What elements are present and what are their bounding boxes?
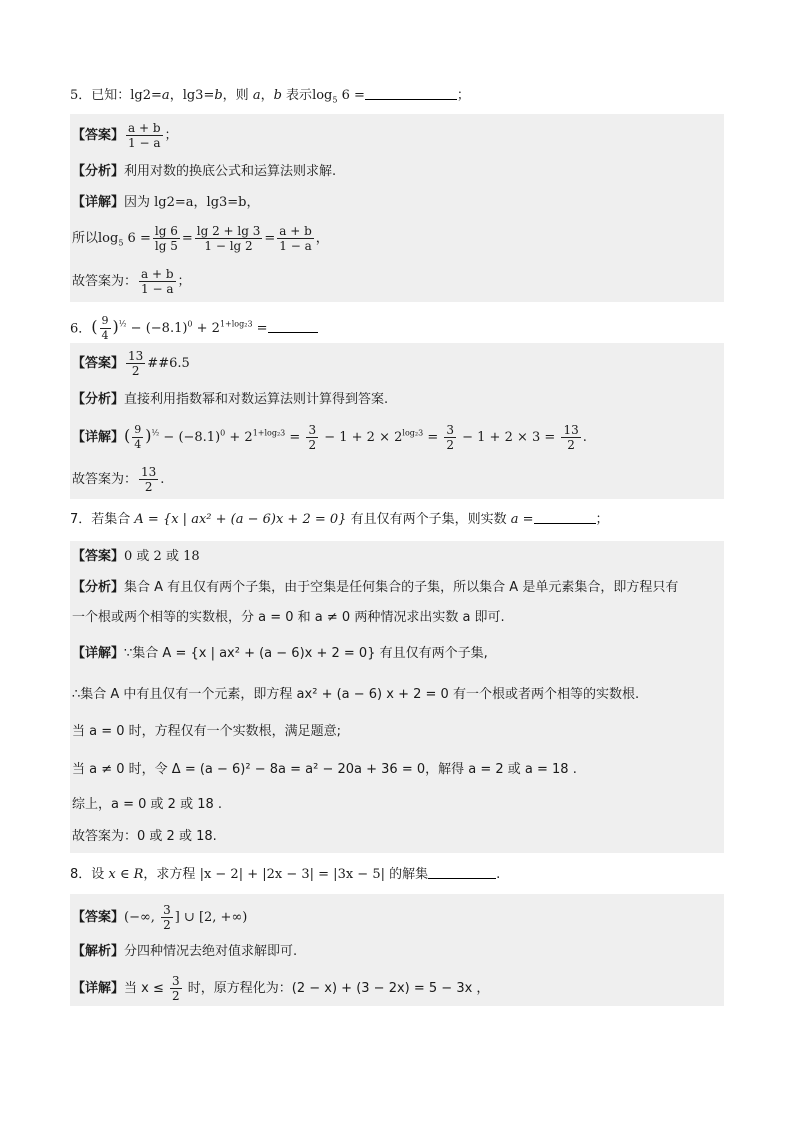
q6-final-row xyxy=(72,465,164,494)
fraction-denominator: 2 xyxy=(144,480,153,494)
fraction xyxy=(139,267,176,296)
answer-blank[interactable] xyxy=(534,509,596,524)
answer-blank[interactable] xyxy=(428,864,496,879)
answer-tag: 【答案】 xyxy=(72,910,125,925)
q8-cond: x ∈ R xyxy=(108,867,144,882)
detail-text: 时，原方程化为：(2 − x) + (3 − 2x) = 5 − 3x ， xyxy=(183,981,490,996)
final-end: ； xyxy=(177,274,191,289)
question-6-stem xyxy=(70,312,724,343)
q7-detail-row xyxy=(72,644,488,664)
detail-text: ∵集合 A = {x | ax² + (a − 6)x + 2 = 0} 有且仅有两个子集, xyxy=(124,646,488,661)
q5-detail-row xyxy=(72,193,260,213)
detail-text: 当 a = 0 时，方程仅有一个实数根，满足题意; xyxy=(72,724,342,739)
question-8-stem xyxy=(70,862,724,888)
fraction-numerator: 13 xyxy=(128,349,144,363)
analysis-tag: 【解析】 xyxy=(72,944,125,959)
answer-tag: 【答案】 xyxy=(72,356,125,371)
detail-tag: 【详解】 xyxy=(72,646,125,661)
analysis-tag: 【分析】 xyxy=(72,392,125,407)
q7-stem-text: 7．若集合 xyxy=(70,512,135,527)
q5-stem-mid4: 表示 xyxy=(281,88,313,103)
fraction xyxy=(126,349,145,378)
answer-text: 0 或 2 或 18 xyxy=(124,549,200,564)
q7-detail-row-3 xyxy=(72,722,341,742)
fraction xyxy=(139,465,158,494)
fraction-denominator: 2 xyxy=(131,364,140,378)
answer-blank[interactable] xyxy=(365,85,457,100)
q5-expr: log xyxy=(312,88,333,103)
q5-var-b2: b xyxy=(273,88,282,103)
question-8-solution-box xyxy=(70,894,724,1006)
detail-text: ∴集合 A 中有且仅有一个元素，即方程 ax² + (a − 6) x + 2 = 0 有一个根或者两个相等的实数根. xyxy=(72,687,640,702)
q5-stem-mid: ，lg3= xyxy=(169,88,215,103)
q7-detail-row-5 xyxy=(72,795,222,815)
q8-equation: |x − 2| + |2x − 3| = |3x − 5| xyxy=(199,867,385,882)
q7-detail-row-2 xyxy=(72,685,639,705)
q6-answer-tail: ##6.5 xyxy=(147,356,190,371)
fraction-numerator: a + b xyxy=(279,224,312,238)
q5-final-row xyxy=(72,267,191,296)
q8-answer-row xyxy=(72,903,247,932)
fraction-denominator: 1 − a xyxy=(128,136,161,150)
q5-log-expr: $\log_5 6$ = xyxy=(98,231,151,248)
analysis-text: 一个根或两个相等的实数根，分 a = 0 和 a ≠ 0 两种情况求出实数 a 即可. xyxy=(72,610,505,625)
q5-expr-tail: 6 = xyxy=(337,88,365,103)
analysis-text: 分四种情况去绝对值求解即可. xyxy=(124,944,298,959)
question-5-stem xyxy=(70,83,724,109)
q8-stem-text: 8．设 xyxy=(70,867,109,882)
q5-answer-fraction xyxy=(126,121,163,150)
fraction-denominator: 1 − a xyxy=(141,282,174,296)
q8-detail-row xyxy=(72,974,489,1003)
q7-answer-row xyxy=(72,547,200,567)
q7-analysis-row xyxy=(72,578,678,598)
q8-stem-tail: 的解集 xyxy=(384,867,429,882)
q8-stem-end: . xyxy=(496,867,501,882)
q5-answer-end: ； xyxy=(164,128,178,143)
q7-final-row xyxy=(72,827,217,847)
q5-analysis-row xyxy=(72,162,336,182)
fraction-numerator: a + b xyxy=(141,267,174,281)
q8-analysis-row xyxy=(72,942,297,962)
q5-stem-mid3: ， xyxy=(260,88,274,103)
q7-set: A = {x | ax² + (a − 6)x + 2 = 0} xyxy=(134,512,347,527)
q6-answer-row xyxy=(72,349,190,378)
fraction-numerator: lg 2 + lg 3 xyxy=(196,224,261,238)
answer-blank[interactable] xyxy=(268,318,318,333)
analysis-text: 直接利用指数幂和对数运算法则计算得到答案. xyxy=(124,392,389,407)
fraction xyxy=(161,903,173,932)
fraction-numerator: 3 xyxy=(172,974,180,988)
fraction-denominator: 2 xyxy=(172,989,180,1003)
fraction xyxy=(170,974,182,1003)
detail-tag: 【详解】 xyxy=(72,981,125,996)
analysis-tag: 【分析】 xyxy=(72,580,125,595)
q5-answer-row xyxy=(72,121,178,150)
detail-text: 综上，a = 0 或 2 或 18 . xyxy=(72,797,223,812)
q7-detail-row-4 xyxy=(72,760,577,780)
final-prefix: 故答案为： xyxy=(72,472,138,487)
answer-tag: 【答案】 xyxy=(72,549,125,564)
analysis-tag: 【分析】 xyxy=(72,164,125,179)
analysis-text: 利用对数的换底公式和运算法则求解. xyxy=(124,164,337,179)
q5-stem-end: ； xyxy=(456,88,470,103)
q5-var-a: a xyxy=(161,88,170,103)
q5-var-a2: a xyxy=(252,88,261,103)
q8-answer-pre: (−∞, xyxy=(124,910,160,925)
final-text: 故答案为：0 或 2 或 18. xyxy=(72,829,217,844)
fraction-denominator: 2 xyxy=(163,918,171,932)
q7-stem-mid: 有且仅有两个子集，则实数 xyxy=(346,512,511,527)
fraction-denominator: 1 − a xyxy=(279,239,312,253)
q7-var: a xyxy=(510,512,519,527)
fraction xyxy=(277,224,314,253)
question-7-stem xyxy=(70,507,724,533)
fraction xyxy=(195,224,263,253)
answer-tag: 【答案】 xyxy=(72,128,125,143)
question-5-solution-box xyxy=(70,114,724,302)
detail-tag: 【详解】 xyxy=(72,430,125,445)
detail-text: 所以 xyxy=(72,231,99,246)
q5-expr-sub: 5 xyxy=(332,95,338,105)
q6-expression: ( $\frac{9}{4}$ )$^{\frac{1}{2}} - (-8.1)^0 + 2^{1+log_23}$ = xyxy=(91,314,268,343)
q6-analysis-row xyxy=(72,390,388,410)
question-6-solution-box xyxy=(70,343,724,499)
fraction-numerator: 13 xyxy=(141,465,157,479)
q6-detail-expression: ( $\frac{9}{4}$ )$^{\frac{1}{2}} - (-8.1)^0 + 2^{1+log_23}$ = $\frac{3}{2}$ − $1 + 2 \times 2^{log_23}$ = $\frac{3}{2}$ − 1 + 2 × 3 = $\frac{13}{2}$ . xyxy=(124,423,587,452)
q7-eq: = xyxy=(518,512,534,527)
detail-text: 当 a ≠ 0 时，令 Δ = (a − 6)² − 8a = a² − 20a + 36 = 0，解得 a = 2 或 a = 18 . xyxy=(72,762,577,777)
q5-detail-row-2: 所以$\log_5 6$ = $\frac{\lg 6}{\lg 5}$ = $\frac{\lg 2 + \lg 3}{1 - \lg 2}$ = $\frac{a + b}{1 - a}$ ， xyxy=(72,224,329,253)
detail-text: 当 x ≤ xyxy=(124,981,168,996)
fraction xyxy=(153,224,180,253)
q8-stem-mid: ，求方程 xyxy=(143,867,200,882)
q7-stem-end: ； xyxy=(595,512,609,527)
q8-answer-post: ] ∪ [2, +∞) xyxy=(174,910,248,925)
fraction-numerator: lg 6 xyxy=(154,224,178,238)
analysis-text: 集合 A 有且仅有两个子集，由于空集是任何集合的子集，所以集合 A 是单元素集合，即方程只有 xyxy=(124,580,679,595)
detail-text: 因为 lg2=a，lg3=b， xyxy=(124,195,260,210)
fraction-denominator: 1 − lg 2 xyxy=(204,239,253,253)
q5-var-b: b xyxy=(214,88,223,103)
q6-detail-row xyxy=(72,423,587,452)
q7-analysis-row-2 xyxy=(72,608,505,628)
detail-tag: 【详解】 xyxy=(72,195,125,210)
fraction-denominator: lg 5 xyxy=(154,239,178,253)
detail-end: ， xyxy=(315,231,329,246)
question-7-solution-box xyxy=(70,541,724,853)
q5-stem-mid2: ，则 xyxy=(222,88,253,103)
final-end: . xyxy=(160,472,165,487)
final-prefix: 故答案为： xyxy=(72,274,138,289)
fraction-numerator: 3 xyxy=(163,903,171,917)
q5-stem-text: 5．已知：lg2= xyxy=(70,88,162,103)
fraction-numerator: a + b xyxy=(128,121,161,135)
q6-number: 6． xyxy=(70,321,92,337)
